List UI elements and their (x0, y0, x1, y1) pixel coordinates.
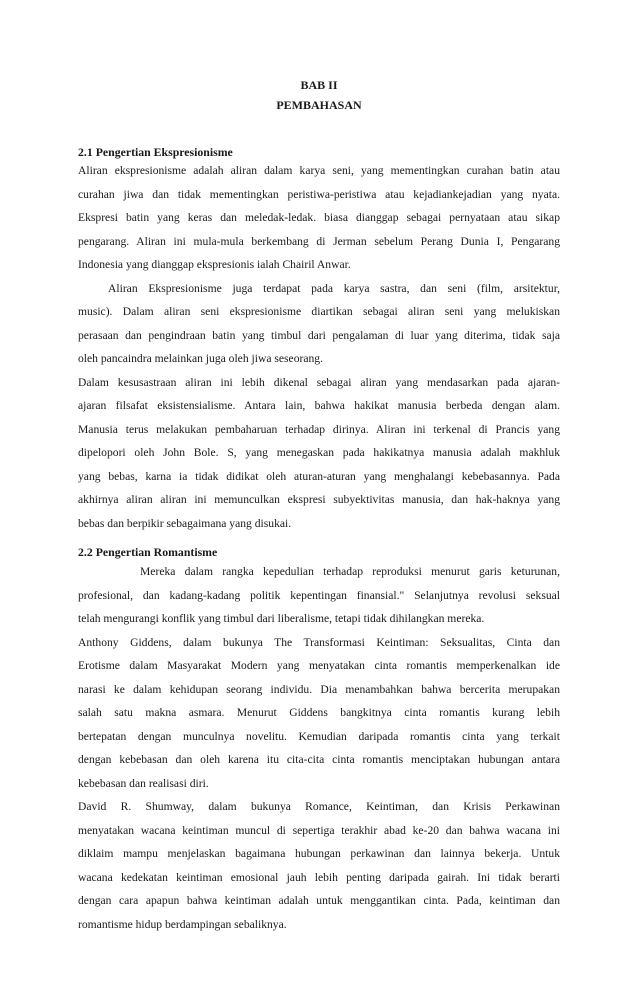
paragraph-line: telah mengurangi konflik yang timbul dari liberalisme, tetapi tidak dihilangkan mereka. (78, 612, 485, 625)
paragraph-line: Aliran Ekspresionisme juga terdapat pada karya sastra, dan seni (film, arsitektur, (108, 281, 560, 295)
paragraph-line: yang bebas, karna ia tidak didikat oleh aturan-aturan yang menghalangi kebebasannya. Pada (78, 469, 560, 483)
paragraph-line: narasi ke dalam kehidupan seorang individu. Dia menambahkan bahwa bercerita merupakan (78, 682, 560, 696)
section-2-heading: 2.2 Pengertian Romantisme (78, 545, 218, 559)
paragraph-line: Anthony Giddens, dalam bukunya The Transformasi Keintiman: Seksualitas, Cinta dan (78, 635, 560, 649)
paragraph-line: curahan jiwa dan tidak mementingkan peristiwa-peristiwa atau kejadiankejadian yang nyata. (78, 187, 560, 201)
paragraph-line: ajaran filsafat eksistensialisme. Antara lain, bahwa hakikat manusia berbeda dengan alam. (78, 399, 560, 412)
section-1-heading: 2.1 Pengertian Ekspresionisme (78, 145, 233, 159)
section-2-body (78, 560, 560, 936)
paragraph-line: kebebasan dan realisasi diri. (78, 776, 209, 790)
section-1-body (78, 159, 560, 535)
paragraph-line: Dalam kesusastraan aliran ini lebih dikenal sebagai aliran yang mendasarkan pada ajaran- (78, 375, 560, 389)
paragraph-line: wacana kedekatan keintiman emosional jauh lebih penting daripada gairah. Ini tidak berarti (78, 870, 560, 884)
paragraph-line: romantisme hidup berdampingan sebaliknya. (78, 917, 287, 931)
paragraph-line: menyatakan wacana keintiman muncul di sepertiga terakhir abad ke-20 dan bahwa wacana ini (78, 823, 560, 837)
chapter-subtitle: PEMBAHASAN (276, 98, 362, 112)
paragraph-line: pengarang. Aliran ini mula-mula berkembang di Jerman sebelum Perang Dunia I, Pengarang (78, 234, 560, 248)
paragraph-line: dipelopori oleh John Bole. S, yang menegaskan pada hakikatnya manusia adalah makhluk (78, 446, 560, 459)
paragraph-line: Aliran ekspresionisme adalah aliran dalam karya seni, yang mementingkan curahan batin atau (78, 164, 560, 177)
paragraph-line: David R. Shumway, dalam bukunya Romance, Keintiman, dan Krisis Perkawinan (78, 800, 560, 813)
paragraph-line: bebas dan berpikir sebagaimana yang disukai. (78, 516, 292, 530)
paragraph-line: Manusia terus melakukan pembaharuan terhadap dirinya. Aliran ini terkenal di Prancis yang (78, 422, 560, 436)
paragraph-line: music). Dalam aliran seni ekspresionisme diartikan sebagai aliran seni yang melukiskan (78, 305, 560, 318)
paragraph-line: bertepatan dengan munculnya novelitu. Kemudian daripada romantis cinta yang terkait (78, 729, 560, 743)
paragraph-line: diklaim mampu menjelaskan bagaimana hubungan perkawinan dan lainnya bekerja. Untuk (78, 847, 560, 860)
paragraph-line: profesional, dan kadang-kadang politik kepentingan finansial." Selanjutnya revolusi seksual (78, 588, 560, 602)
paragraph-line: dengan kebebasan dan oleh karena itu cita-cita cinta romantis menciptakan hubungan antara (78, 753, 560, 766)
paragraph-line: dengan cara apapun bahwa keintiman adalah untuk menggantikan cinta. Pada, keintiman dan (78, 894, 560, 907)
paragraph-line: akhirnya aliran aliran ini memunculkan ekspresi subyektivitas manusia, dan hak-haknya yang (78, 493, 560, 506)
paragraph-line: Mereka dalam rangka kepedulian terhadap reproduksi menurut garis keturunan, (140, 565, 560, 578)
paragraph-line: Ekspresi batin yang keras dan meledak-ledak. biasa dianggap sebagai pernyataan atau sikap (78, 211, 560, 224)
chapter-title: BAB II (300, 78, 338, 92)
paragraph-line: Indonesia yang dianggap ekspresionis ialah Chairil Anwar. (78, 258, 351, 271)
paragraph-line: perasaan dan pengindraan batin yang timbul dari pengalaman di luar yang diterima, tidak saja (78, 328, 560, 342)
paragraph-line: Erotisme dalam Masyarakat Modern yang menyatakan cinta romantis memperkenalkan ide (78, 659, 560, 672)
paragraph-line: salah satu makna asmara. Menurut Giddens bangkitnya cinta romantis kurang lebih (78, 706, 560, 719)
paragraph-line: oleh pancaindra melainkan juga oleh jiwa seseorang. (78, 352, 323, 365)
